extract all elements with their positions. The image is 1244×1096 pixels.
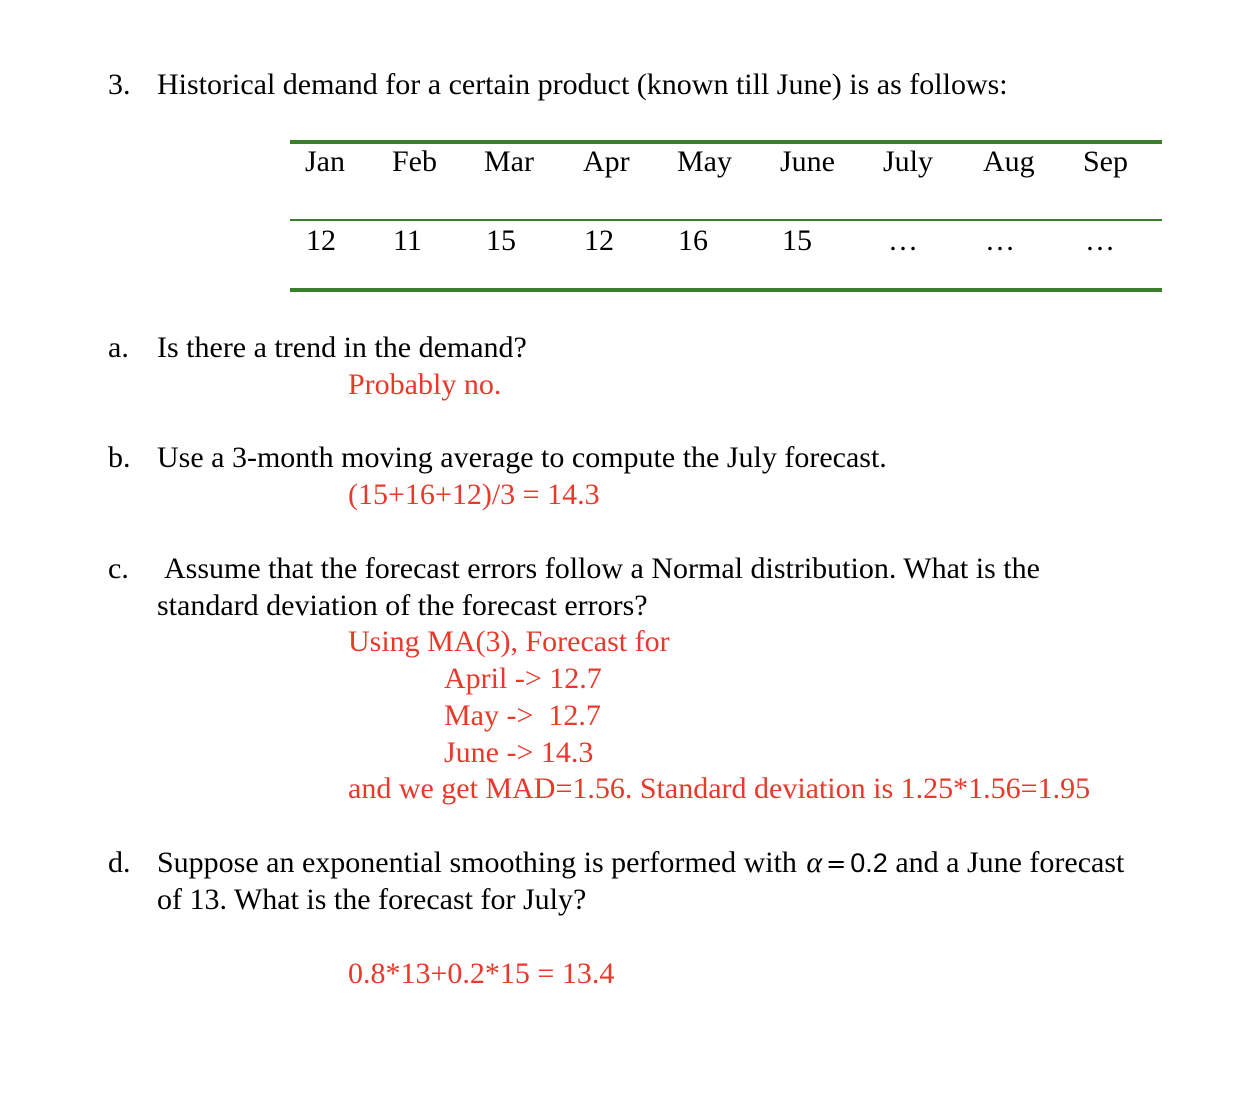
- demand-value: …: [1085, 224, 1115, 257]
- part-d-question-line2: of 13. What is the forecast for July?: [157, 883, 587, 916]
- demand-value: 15: [782, 224, 812, 257]
- demand-value: 16: [678, 224, 708, 257]
- part-c-question-line1: Assume that the forecast errors follow a Normal distribution. What is the: [164, 552, 1040, 585]
- alpha-value: 0.2: [850, 848, 888, 878]
- month-header: Mar: [484, 145, 534, 178]
- part-c-answer-line5: and we get MAD=1.56. Standard deviation is 1.25*1.56=1.95: [348, 772, 1091, 805]
- part-d-label: d.: [108, 846, 131, 879]
- part-c-question-line2: standard deviation of the forecast errors?: [157, 589, 648, 622]
- alpha-symbol: α: [806, 846, 823, 879]
- month-header: July: [883, 145, 934, 178]
- month-header: Sep: [1083, 145, 1128, 178]
- part-d-question-pre: Suppose an exponential smoothing is performed with: [157, 846, 797, 879]
- month-header: Jan: [305, 145, 345, 178]
- part-c-label: c.: [108, 552, 129, 585]
- question-number: 3.: [108, 68, 131, 101]
- demand-value: 15: [486, 224, 516, 257]
- part-c-answer-line2: April -> 12.7: [444, 662, 602, 695]
- part-c-answer-line1: Using MA(3), Forecast for: [348, 625, 670, 658]
- month-header: Apr: [583, 145, 630, 178]
- equals-sign: =: [826, 850, 847, 878]
- month-header: June: [780, 145, 835, 178]
- part-a-answer: Probably no.: [348, 368, 502, 401]
- demand-value: 11: [393, 224, 422, 257]
- part-c-answer-line4: June -> 14.3: [444, 736, 594, 769]
- table-middle-rule: [290, 219, 1162, 221]
- part-b-question: Use a 3-month moving average to compute the July forecast.: [157, 441, 887, 474]
- demand-value: 12: [584, 224, 614, 257]
- table-top-rule: [290, 140, 1162, 144]
- part-a-question: Is there a trend in the demand?: [157, 331, 527, 364]
- demand-value: 12: [306, 224, 336, 257]
- part-a-label: a.: [108, 331, 129, 364]
- demand-value: …: [888, 224, 918, 257]
- part-b-label: b.: [108, 441, 131, 474]
- month-header: Aug: [983, 145, 1035, 178]
- month-header: Feb: [392, 145, 437, 178]
- part-b-answer: (15+16+12)/3 = 14.3: [348, 478, 600, 511]
- table-bottom-rule: [290, 288, 1162, 292]
- part-d-question-post: and a June forecast: [895, 846, 1125, 879]
- part-c-answer-line3: May -> 12.7: [444, 699, 601, 732]
- question-text: Historical demand for a certain product (known till June) is as follows:: [157, 68, 1008, 101]
- part-d-question-line1: [157, 848, 1124, 878]
- demand-value: …: [985, 224, 1015, 257]
- part-d-answer: 0.8*13+0.2*15 = 13.4: [348, 957, 615, 990]
- month-header: May: [677, 145, 732, 178]
